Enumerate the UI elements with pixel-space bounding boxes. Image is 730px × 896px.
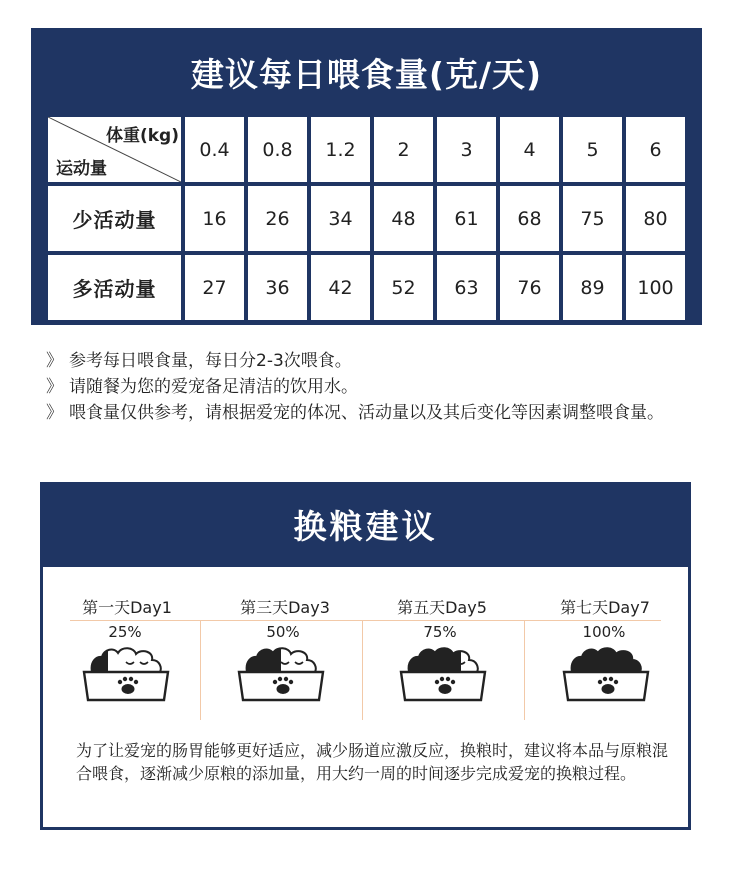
table-cell: 75	[563, 186, 622, 251]
row-label-high-activity: 多活动量	[48, 255, 181, 320]
weight-cell: 5	[563, 117, 622, 182]
note-text: 喂食量仅供参考，请根据爱宠的体况、活动量以及其后变化等因素调整喂食量。	[69, 403, 664, 423]
table-cell: 61	[437, 186, 496, 251]
weight-cell: 6	[626, 117, 685, 182]
feeding-panel	[31, 28, 702, 325]
food-switch-description: 为了让爱宠的肠胃能够更好适应，减少肠道应激反应，换粮时，建议将本品与原粮混合喂食，逐渐减少原粮的添加量，用大约一周的时间逐步完成爱宠的换粮过程。	[76, 741, 669, 783]
note-text: 参考每日喂食量，每日分2-3次喂食。	[69, 351, 352, 371]
table-cell: 68	[500, 186, 559, 251]
mix-percent: 75%	[423, 623, 457, 641]
table-cell: 89	[563, 255, 622, 320]
weight-cell: 0.4	[185, 117, 244, 182]
table-cell: 26	[248, 186, 307, 251]
food-bowl-icon	[395, 642, 491, 704]
note-item	[46, 374, 686, 400]
table-cell: 63	[437, 255, 496, 320]
table-cell: 27	[185, 255, 244, 320]
note-marker: 》	[46, 403, 63, 423]
day-divider-separator	[362, 620, 363, 720]
day-divider-separator	[200, 620, 201, 720]
note-marker: 》	[46, 351, 63, 371]
day-label: 第五天Day5	[397, 598, 487, 617]
weight-cell: 2	[374, 117, 433, 182]
day-label: 第三天Day3	[240, 598, 330, 617]
weight-cell: 0.8	[248, 117, 307, 182]
day-divider-line	[70, 620, 661, 621]
weight-cell: 4	[500, 117, 559, 182]
mix-percent: 50%	[266, 623, 300, 641]
day-label: 第七天Day7	[560, 598, 650, 617]
table-cell: 16	[185, 186, 244, 251]
food-switch-panel	[40, 482, 691, 830]
table-cell: 52	[374, 255, 433, 320]
weight-cell: 3	[437, 117, 496, 182]
table-corner-cell	[48, 117, 181, 182]
day-label: 第一天Day1	[82, 598, 172, 617]
table-cell: 36	[248, 255, 307, 320]
day-divider-separator	[524, 620, 525, 720]
activity-header: 运动量	[56, 159, 107, 179]
food-switch-content	[43, 567, 688, 827]
food-switch-title: 换粮建议	[293, 507, 438, 546]
note-item	[46, 400, 686, 426]
weight-cell: 1.2	[311, 117, 370, 182]
table-cell: 76	[500, 255, 559, 320]
table-cell: 48	[374, 186, 433, 251]
food-bowl-icon	[233, 642, 329, 704]
table-cell: 80	[626, 186, 685, 251]
row-label-low-activity: 少活动量	[48, 186, 181, 251]
table-cell: 100	[626, 255, 685, 320]
note-text: 请随餐为您的爱宠备足清洁的饮用水。	[69, 377, 358, 397]
mix-percent: 25%	[108, 623, 142, 641]
food-bowl-icon	[78, 642, 174, 704]
note-item	[46, 348, 686, 374]
note-marker: 》	[46, 377, 63, 397]
table-cell: 34	[311, 186, 370, 251]
mix-percent: 100%	[582, 623, 626, 641]
feeding-notes	[46, 348, 686, 426]
food-bowl-icon	[558, 642, 654, 704]
feeding-table	[31, 28, 702, 325]
table-cell: 42	[311, 255, 370, 320]
feeding-title: 建议每日喂食量(克/天)	[190, 54, 543, 94]
weight-header: 体重(kg)	[105, 126, 179, 146]
